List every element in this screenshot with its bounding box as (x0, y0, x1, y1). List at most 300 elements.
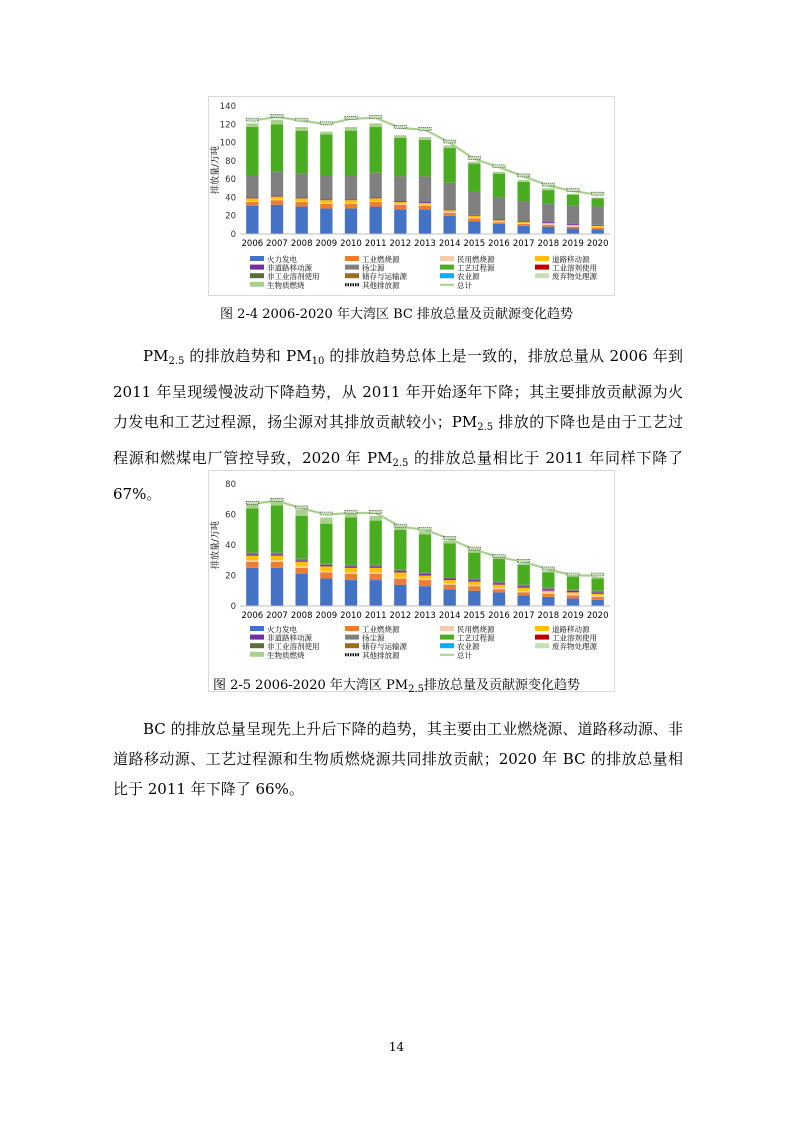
y-tick-label: 140 (219, 102, 236, 112)
total-marker (370, 115, 382, 118)
legend-label: 扬尘源 (362, 263, 385, 273)
y-tick-label: 40 (225, 541, 236, 551)
bar-segment (567, 226, 579, 227)
legend-swatch (250, 643, 264, 648)
bar-segment (246, 508, 258, 552)
bar-segment (296, 562, 308, 567)
bar-segment (246, 553, 258, 555)
bar-segment (592, 197, 604, 198)
x-tick-label: 2007 (266, 611, 288, 621)
legend-swatch (440, 265, 454, 270)
bar-segment (320, 199, 332, 200)
bar-segment (468, 192, 480, 215)
bar-segment (296, 198, 308, 201)
bar-segment (246, 562, 258, 568)
bar-segment (345, 200, 357, 203)
bar-segment (493, 220, 505, 221)
para1-sub-2: 10 (311, 356, 325, 367)
x-tick-label: 2008 (290, 239, 313, 249)
total-marker (468, 547, 480, 550)
bar-segment (271, 554, 283, 556)
bc-emission-chart (208, 96, 616, 296)
total-marker (320, 512, 332, 515)
bar-segment (493, 224, 505, 234)
bar-segment (394, 201, 406, 202)
bar-segment (419, 579, 431, 581)
x-tick-label: 2020 (586, 239, 609, 249)
legend-label: 总计 (457, 280, 472, 290)
bar-segment (592, 225, 604, 226)
bar-segment (518, 222, 530, 223)
bar-segment (320, 175, 332, 199)
bar-segment (567, 577, 579, 589)
bar-segment (444, 585, 456, 590)
bar-segment (567, 195, 579, 206)
y-tick-label: 0 (230, 230, 236, 240)
bar-segment (518, 586, 530, 588)
legend-label: 工业燃烧源 (362, 255, 400, 264)
bar-segment (419, 534, 431, 572)
legend-label: 工业溶剂使用 (552, 633, 597, 643)
legend-swatch (345, 635, 359, 640)
para1-sub-4: 2.5 (392, 458, 409, 469)
total-marker (345, 510, 357, 513)
bar-segment (444, 213, 456, 216)
bar-segment (592, 198, 604, 206)
total-marker (394, 125, 406, 128)
bar-segment (444, 183, 456, 210)
bar-segment (246, 201, 258, 202)
bar-segment (394, 577, 406, 579)
x-tick-label: 2014 (438, 239, 461, 249)
bar-segment (444, 579, 456, 581)
legend-swatch (535, 256, 549, 261)
legend-swatch (250, 652, 264, 657)
bar-segment (542, 594, 554, 597)
legend-label: 储存与运输源 (362, 272, 407, 282)
x-tick-label: 2009 (315, 611, 338, 621)
para1-text-1: PM (143, 347, 169, 365)
y-tick-label: 100 (219, 138, 236, 149)
bar-segment (542, 591, 554, 593)
bar-segment (468, 218, 480, 221)
legend-label: 生物质燃烧 (267, 280, 305, 290)
bar-segment (468, 579, 480, 581)
bar-segment (468, 591, 480, 606)
bar-segment (592, 226, 604, 227)
legend-label: 废弃物处理源 (552, 272, 597, 282)
bar-segment (394, 138, 406, 176)
x-tick-label: 2016 (488, 239, 510, 249)
x-tick-label: 2006 (241, 611, 264, 621)
legend-swatch (250, 273, 264, 278)
bar-segment (320, 524, 332, 564)
bar-segment (493, 559, 505, 582)
bar-segment (320, 572, 332, 578)
bar-segment (493, 582, 505, 584)
legend-label: 其他排放源 (362, 280, 400, 290)
legend-label: 扬尘源 (362, 633, 385, 643)
total-marker (592, 192, 604, 195)
legend-swatch (535, 643, 549, 648)
bar-segment (419, 586, 431, 606)
bar-segment (271, 196, 283, 197)
bar-segment (320, 132, 332, 135)
bar-segment (345, 572, 357, 574)
bar-segment (468, 586, 480, 591)
legend-swatch (345, 643, 359, 648)
total-marker (542, 567, 554, 570)
bar-segment (468, 582, 480, 585)
bar-segment (419, 576, 431, 579)
bar-segment (370, 565, 382, 567)
bar-segment (296, 574, 308, 606)
legend-label: 工艺过程源 (457, 263, 495, 273)
legend-label: 民用燃烧源 (457, 625, 495, 634)
bar-segment (394, 530, 406, 570)
bar-segment (370, 123, 382, 127)
bar-segment (444, 210, 456, 212)
bar-segment (271, 505, 283, 552)
bar-segment (345, 566, 357, 568)
legend-label: 生物质燃烧 (267, 650, 305, 660)
bar-segment (320, 579, 332, 606)
bar-segment (518, 201, 530, 221)
bar-segment (493, 174, 505, 198)
legend-label: 储存与运输源 (362, 642, 407, 652)
bar-segment (542, 227, 554, 234)
bar-segment (444, 577, 456, 579)
bar-segment (542, 572, 554, 587)
total-marker (370, 510, 382, 513)
legend-label: 道路移动源 (552, 625, 590, 634)
bar-segment (567, 598, 579, 606)
bar-segment (468, 221, 480, 234)
bar-segment (370, 202, 382, 207)
bar-segment (518, 595, 530, 606)
total-marker (271, 498, 283, 501)
total-marker (246, 118, 258, 121)
bar-segment (419, 140, 431, 177)
legend-swatch (345, 273, 359, 278)
bar-segment (320, 204, 332, 209)
x-tick-label: 2019 (562, 611, 584, 621)
bar-segment (493, 592, 505, 606)
total-marker (468, 157, 480, 160)
legend-swatch (535, 273, 549, 278)
bar-segment (296, 560, 308, 562)
bar-segment (542, 224, 554, 225)
x-tick-label: 2019 (562, 239, 584, 249)
bar-segment (444, 580, 456, 583)
x-tick-label: 2017 (512, 239, 535, 249)
bar-segment (419, 572, 431, 574)
pm25-chart-svg (208, 470, 616, 692)
bar-segment (592, 600, 604, 606)
bar-segment (320, 571, 332, 573)
y-tick-label: 80 (225, 156, 236, 167)
bar-segment (468, 580, 480, 582)
bar-segment (271, 562, 283, 568)
bar-segment (518, 223, 530, 224)
legend-label: 工业燃烧源 (362, 625, 400, 634)
bar-segment (493, 585, 505, 588)
bar-segment (296, 566, 308, 568)
bar-segment (370, 580, 382, 606)
bar-segment (320, 563, 332, 565)
bar-segment (394, 209, 406, 234)
bar-segment (542, 597, 554, 606)
y-tick-label: 60 (225, 175, 236, 186)
legend-swatch (250, 635, 264, 640)
bar-segment (468, 162, 480, 164)
total-marker (493, 165, 505, 168)
y-tick-label: 60 (225, 510, 236, 521)
bar-segment (592, 591, 604, 593)
bar-segment (370, 173, 382, 198)
bar-segment (592, 207, 604, 225)
bar-segment (394, 135, 406, 138)
bar-segment (468, 553, 480, 579)
bar-segment (567, 591, 579, 593)
bar-segment (271, 205, 283, 234)
bar-segment (592, 579, 604, 591)
legend-swatch (440, 256, 454, 261)
bar-segment (592, 227, 604, 228)
total-marker (592, 573, 604, 576)
bar-segment (542, 190, 554, 204)
legend-label: 非工业溶剂使用 (267, 642, 320, 652)
caption2-sub: 2.5 (408, 684, 424, 695)
x-tick-label: 2011 (364, 239, 387, 249)
bar-segment (370, 127, 382, 173)
bar-segment (493, 222, 505, 224)
bar-segment (592, 228, 604, 230)
bar-segment (320, 208, 332, 234)
bar-segment (542, 223, 554, 224)
legend-label: 其他排放源 (362, 650, 400, 660)
x-tick-label: 2012 (389, 239, 412, 249)
bar-segment (296, 510, 308, 516)
bar-segment (246, 560, 258, 562)
legend-label: 农业源 (457, 642, 480, 652)
bar-segment (518, 591, 530, 593)
bar-segment (271, 197, 283, 200)
legend-label: 火力发电 (267, 255, 297, 264)
bar-segment (493, 589, 505, 592)
bar-segment (246, 554, 258, 556)
bar-segment (592, 229, 604, 234)
legend-label: 废弃物处理源 (552, 642, 597, 652)
bar-segment (345, 203, 357, 204)
x-tick-label: 2017 (512, 611, 535, 621)
pm25-emission-chart (208, 470, 616, 692)
figure-caption-2-4: 图 2-4 2006-2020 年大湾区 BC 排放总量及贡献源变化趋势 (220, 307, 573, 322)
bar-segment (370, 572, 382, 574)
bar-segment (468, 164, 480, 192)
legend-swatch (250, 282, 264, 287)
legend-swatch (440, 635, 454, 640)
bar-segment (246, 127, 258, 175)
bar-segment (567, 229, 579, 234)
bar-segment (345, 204, 357, 209)
total-marker (296, 506, 308, 509)
bar-segment (444, 209, 456, 210)
bar-segment (296, 559, 308, 561)
x-tick-label: 2011 (364, 611, 387, 621)
x-tick-label: 2015 (463, 239, 486, 249)
bar-segment (271, 120, 283, 125)
total-marker (271, 114, 283, 117)
bar-segment (345, 127, 357, 131)
total-marker (419, 127, 431, 130)
bar-segment (542, 225, 554, 227)
bar-segment (246, 556, 258, 561)
y-tick-label: 20 (225, 211, 236, 222)
x-tick-label: 2018 (537, 239, 560, 249)
bar-segment (419, 205, 431, 206)
total-marker (493, 555, 505, 558)
bar-segment (592, 597, 604, 600)
bar-segment (370, 201, 382, 202)
para1-text-5: 的排放总量相比于 2011 年同样下降了 67%。 (113, 449, 683, 503)
legend-swatch (345, 626, 359, 631)
total-marker (246, 501, 258, 504)
bar-segment (567, 194, 579, 195)
y-axis-label: 排放量/万吨 (211, 145, 221, 195)
para1-sub-3: 2.5 (477, 422, 494, 433)
bar-segment (394, 176, 406, 201)
bar-segment (542, 204, 554, 222)
x-tick-label: 2006 (241, 239, 264, 249)
bar-segment (419, 574, 431, 576)
y-axis-label: 排放量/万吨 (211, 520, 221, 570)
bar-segment (468, 215, 480, 216)
legend-swatch (440, 626, 454, 631)
bar-segment (345, 574, 357, 580)
bar-segment (518, 226, 530, 234)
bar-segment (518, 221, 530, 222)
legend-label: 非道路移动源 (267, 633, 312, 643)
bar-segment (493, 172, 505, 174)
total-marker (567, 189, 579, 192)
bar-segment (592, 592, 604, 594)
bar-segment (370, 521, 382, 565)
bar-segment (592, 577, 604, 579)
x-tick-label: 2007 (266, 239, 288, 249)
bar-segment (444, 583, 456, 585)
legend-swatch (535, 265, 549, 270)
bar-segment (592, 594, 604, 596)
y-tick-label: 40 (225, 193, 236, 204)
bar-segment (370, 207, 382, 234)
bar-segment (345, 131, 357, 176)
bar-segment (419, 580, 431, 586)
x-tick-label: 2018 (537, 611, 560, 621)
x-tick-label: 2016 (488, 611, 510, 621)
bar-segment (444, 148, 456, 183)
x-tick-label: 2009 (315, 239, 338, 249)
bar-segment (444, 543, 456, 577)
bar-segment (345, 175, 357, 199)
bar-segment (271, 200, 283, 205)
bar-segment (444, 212, 456, 213)
para1-text-4: 排放的下降也是由于工艺过程源和燃煤电厂管控导致，2020 年 PM (113, 413, 683, 467)
para1-text-3: 的排放趋势总体上是一致的，排放总量从 2006 年到 2011 年呈现缓慢波动下降趋势，从 2011 年开始逐年下降；其主要排放贡献源为火力发电和工艺过程源，扬尘源对其排放贡献较小；PM (113, 347, 683, 431)
page-number: 14 (388, 1040, 405, 1054)
bar-segment (493, 221, 505, 222)
x-tick-label: 2012 (389, 611, 412, 621)
x-tick-label: 2014 (438, 611, 461, 621)
bar-segment (468, 218, 480, 219)
legend-label: 非道路移动源 (267, 263, 312, 273)
bar-segment (542, 588, 554, 590)
bar-segment (345, 565, 357, 567)
bar-segment (518, 565, 530, 585)
bar-segment (542, 188, 554, 190)
bar-segment (542, 222, 554, 223)
bar-segment (320, 565, 332, 567)
total-marker (518, 174, 530, 177)
legend-swatch (440, 273, 454, 278)
bar-segment (468, 585, 480, 587)
bar-segment (419, 202, 431, 203)
total-marker (518, 559, 530, 562)
bar-segment (296, 127, 308, 131)
bar-segment (345, 208, 357, 234)
legend-swatch (250, 265, 264, 270)
x-tick-label: 2015 (463, 611, 486, 621)
bar-segment (493, 197, 505, 219)
legend-swatch (345, 265, 359, 270)
legend-swatch (250, 256, 264, 261)
bar-segment (271, 553, 283, 555)
bar-segment (246, 206, 258, 234)
bar-segment (394, 585, 406, 606)
paragraph-bc-trend: BC 的排放总量呈现先上升后下降的趋势，其主要由工业燃烧源、道路移动源、非道路移动源、工艺过程源和生物质燃烧源共同排放贡献；2020 年 BC 的排放总量相比于 2011 年下降了 66%。 (113, 720, 683, 798)
bar-segment (370, 574, 382, 580)
total-marker (320, 122, 332, 125)
legend-swatch (250, 626, 264, 631)
x-tick-label: 2013 (414, 239, 436, 249)
bar-segment (394, 569, 406, 571)
bar-segment (271, 199, 283, 200)
legend-label: 总计 (457, 650, 472, 660)
bar-segment (567, 206, 579, 224)
bar-segment (419, 176, 431, 202)
y-tick-label: 0 (230, 602, 236, 612)
x-tick-label: 2010 (340, 239, 362, 249)
bar-segment (296, 201, 308, 202)
bar-segment (246, 202, 258, 206)
x-tick-label: 2008 (290, 611, 313, 621)
legend-label: 火力发电 (267, 625, 297, 634)
total-marker (394, 524, 406, 527)
bar-segment (345, 580, 357, 606)
legend-label: 工业溶剂使用 (552, 263, 597, 273)
bar-segment (493, 219, 505, 220)
legend-swatch (345, 256, 359, 261)
bar-segment (567, 595, 579, 598)
bar-segment (370, 198, 382, 201)
bar-segment (518, 180, 530, 182)
legend-label: 道路移动源 (552, 255, 590, 264)
bar-segment (296, 202, 308, 207)
total-marker (419, 527, 431, 530)
bar-segment (370, 516, 382, 521)
bar-segment (320, 134, 332, 175)
bar-segment (444, 589, 456, 606)
